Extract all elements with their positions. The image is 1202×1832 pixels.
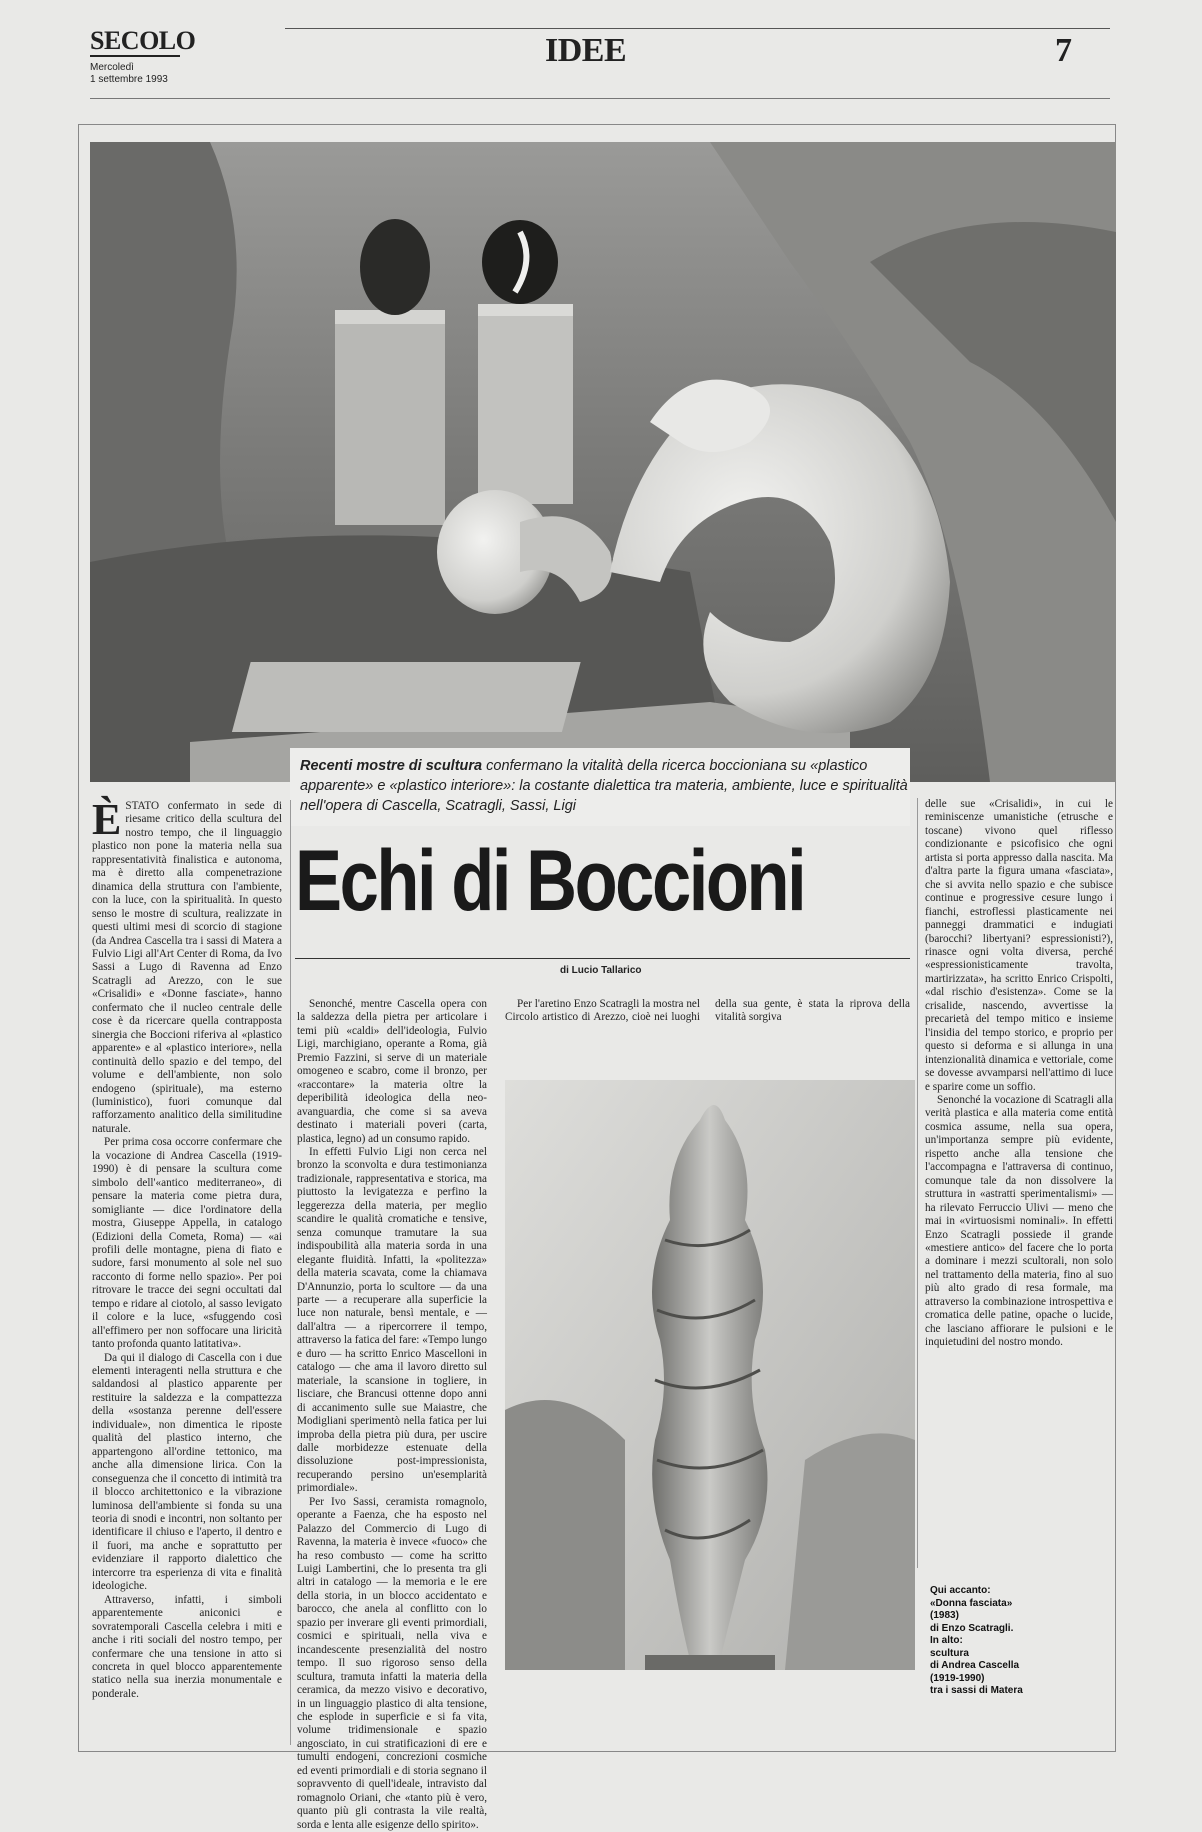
- article-subtitle: [300, 756, 910, 816]
- paragraph: Per Ivo Sassi, ceramista romagnolo, operante a Faenza, che ha esposto nel Palazzo del Commercio di Lugo di Ravenna, la materia è invece «fuoco» che ha reso combusto — come ha scritto Luigi Lambertini, che lo presenta tra gli altri in catalogo — la memoria e le ere della storia, in un blocco accidentato e barocco, che anela al conflitto con lo spazio per inverare gli eventi primordiali, cosmici e spirituali, nella viva e incandescente presenzialità del nostro tempo. Il suo rigoroso senso della scultura, tramuta infatti la materia della ceramica, da mezzo visivo e decorativo, in un linguaggio plastico di alta tensione, che esplode in superficie e si fa vita, volume tridimensionale e spazio angosciato, in cui stratificazioni di ere e tumulti endogeni, concrezioni cosmiche ed eventi primordiali e di storia segnano il sopravvento di quell'ideale, intravisto dal romagnolo Oriani, che «tanto più è vero, quanto più gli contrasta la vile realtà, sorda e lenta alle esigenze dello spirito».: [297, 1495, 487, 1831]
- paragraph: Per prima cosa occorre confermare che la vocazione di Andrea Cascella (1919-1990) è di pensare la scultura come simbolo dell'«antico mediterraneo», di pensare la materia come pietra dura, somigliante — dice l'ordinatore della mostra, Giuseppe Appella, in catalogo (Edizioni della Cometa, Roma) — «ai profili delle montagne, piena di fiato e sudore, farsi monumento al sole nel suo racconto di forme nello spazio». Per poi ritrovare le tracce dei segni occultati dal tempo e ridare al ciotolo, al sasso levigato il colore e la luce, «sfuggendo così all'effimero per non soffocare una liricità tanto profonda quanto latitativa».: [92, 1136, 282, 1351]
- header-rule: [90, 98, 1110, 99]
- masthead-date: 1 settembre 1993: [90, 74, 168, 85]
- second-photo: [505, 1080, 915, 1670]
- article-column-1: [92, 795, 282, 1745]
- photo-caption: Qui accanto: «Donna fasciata» (1983) di Enzo Scatragli. In alto: scultura di Andrea Cascella (1919-1990) tra i sassi di Matera: [930, 1585, 1023, 1696]
- section-title: IDEE: [545, 32, 627, 69]
- paragraph: Senonché la vocazione di Scatragli alla verità plastica e alla materia come entità cosmica assume, nella sua opera, un'importanza sempre più evidente, rispetto anche alla tensione che l'accompagna e l'attraversa di continuo, comunque tale da non dissolvere la struttura in «astratti sperimentalismi» — ha rilevato Ferruccio Ulivi — meno che mai in «virtuosismi nominali». In effetti Enzo Scatragli possiede il grande «mestiere antico» del facere che lo porta a dominare i mezzi scultorali, non solo nel trattamento della materia, fino al suo più alto grado di resa formale, ma attraverso la combinazione introspettiva e cromatica delle patine, opache o lucide, che lasciano affiorare le pulsioni e le inquietudini del nostro mondo.: [925, 1093, 1113, 1349]
- masthead-rule: [90, 55, 180, 57]
- paragraph: Senonché, mentre Cascella opera con la saldezza della pietra per articolare i temi più «caldi» dell'ideologia, Fulvio Ligi, marchigiano, operante a Roma, già Premio Fazzini, si serve di un materiale omogeneo e scabro, come il bronzo, per «raccontare» la materia oltre la deperibilità ideologica della neo-avanguardia, che come si sa aveva destinato i materiali poveri (carta, plastica, legno) ad un consumo rapido.: [297, 998, 487, 1145]
- column-rule: [917, 798, 918, 1568]
- dropcap: È: [92, 795, 122, 844]
- subtitle-rest: confermano la vitalità della ricerca boccioniana su «plastico apparente» e «plastico interiore»: la costante dialettica tra materia, ambiente, luce e spiritualità nell'opera di Cascella, Scatragli, Sassi, Ligi: [300, 758, 908, 814]
- masthead-title: SECOLO: [90, 26, 196, 55]
- top-rule: [285, 28, 1110, 29]
- article-headline: Echi di Boccioni: [295, 833, 805, 929]
- paragraph: delle sue «Crisalidi», in cui le reminiscenze umanistiche (etrusche e toscane) vivono quel riflesso condizionante e psicofisico che ogni artista si porta appresso dalla nascita. Ma d'altra parte la figura umana «fasciata», che si avvita nello spazio e che subisce continue e progressive cesure lungo i fianchi, estroflessi plasticamente nei panneggi drammatici e indugiati (barocchi? libertyani? espressionisti?), rinasce ogni volta diversa, perché «espressionisticamente travolta, martirizzata», ha scritto Enrico Crispolti, «dal rischio d'esistenza». Come se la crisalide, nascendo, avvertisse la precarietà del tempo mitico e insieme l'insidia del tempo storico, e proprio per questo si deforma e si allunga in una intenzionalità dinamica e vettoriale, come se dovesse avvamparsi nell'attimo di luce e sparire come un soffio.: [925, 798, 1113, 1093]
- article-column-2: [297, 998, 487, 1831]
- article-column-3: [505, 998, 910, 1078]
- article-byline: di Lucio Tallarico: [560, 965, 642, 976]
- paragraph: Per l'aretino Enzo Scatragli la mostra nel Circolo artistico di Arezzo, cioè nei luoghi della sua gente, è stata la riprova della vitalità sorgiva: [505, 998, 910, 1024]
- column-rule: [290, 800, 291, 1745]
- article-column-5: [925, 798, 1113, 1358]
- headline-rule: [295, 958, 910, 959]
- paragraph: È STATO confermato in sede di riesame critico della scultura del nostro tempo, che il linguaggio plastico non pone la materia nella sua rappresentatività finalistica e autonoma, ma è diretto alla compenetrazione dinamica della struttura con l'ambiente, con la luce, con la spiritualità. In questo senso le mostre di scultura, realizzate in questi ultimi mesi di scorcio di stagione (da Andrea Cascella tra i sassi di Matera a Fulvio Ligi all'Art Center di Roma, da Ivo Sassi a Lugo di Ravenna ad Enzo Scatragli ad Arezzo, con le sue «Crisalidi» e «Donne fasciate», hanno confermato che il nucleo centrale delle cose è da ricercare quella contrapposta sinergia che Boccioni riferiva al «plastico apparente» e al «plastico interiore», nella continuità dello spazio e del tempo, del volume e dell'ambiente, non solo endogeno (spirituale), ma esterno (luministico), fuori comunque dal rafforzamento analitico della similitudine naturale.: [92, 795, 282, 1135]
- masthead-weekday: Mercoledì: [90, 62, 134, 73]
- paragraph: Attraverso, infatti, i simboli apparentemente aniconici e sovratemporali Cascella celebra i miti e anche i riti sociali del nostro tempo, per confermare che una tensione in atto si concreta in quel blocco apparentemente statico nella sua inerzia monumentale e ponderale.: [92, 1593, 282, 1700]
- page-number: 7: [1055, 32, 1072, 69]
- subtitle-lead: Recenti mostre di scultura: [300, 758, 483, 774]
- paragraph: In effetti Fulvio Ligi non cerca nel bronzo la sconvolta e dura testimonianza tradizionale, rappresentativa e storica, ma piuttosto la levigatezza e perfino la leggerezza della materia, per meglio scandire le qualità cromatiche e tensive, senza comunque tramutare la sua indispoubilità alla materia sorda in una elegante fluidità. Infatti, la «politezza» della materia scavata, come la chiamava D'Annunzio, porta lo scultore — da una parte — a recuperare alla superficie la luce non naturale, bensì mentale, e — dall'altra — a ripercorrere il tempo, attraverso la fatica del fare: «Tempo lungo e duro — ha scritto Enrico Mascelloni in catalogo — che ama il lavoro diretto sul materiale, la scansione in togliere, in lisciare, che Brancusi ottenne dopo anni di accanimento sulle sue Maiastre, che Modigliani sperimentò nella fatica per lui improba della pietra più dura, per uscire dalle morbidezze estenuate della dissoluzione post-impressionista, recuperando persino un'esemplarità primordiale».: [297, 1145, 487, 1495]
- main-photo: [90, 142, 1116, 782]
- paragraph: Da qui il dialogo di Cascella con i due elementi interagenti nella struttura e che saldandosi al plastico apparente per restituire la saldezza e la compattezza della «sostanza perenne dell'essere individuale», non dimentica le riposte qualità del plastico interno, che appartengono all'ordine tettonico, ma anche alla dimensione lirica. Con la conseguenza che il concetto di intimità tra il blocco architettonico e la vibrazione luminosa dell'ambiente si fonda su una teoria di snodi e incontri, non soltanto per identificare il chiuso e l'aperto, il dentro e il fuori, ma anche e soprattutto per evidenziare il rapporto dialettico che intercorre tra esperienza di vita e finalità ideologiche.: [92, 1351, 282, 1593]
